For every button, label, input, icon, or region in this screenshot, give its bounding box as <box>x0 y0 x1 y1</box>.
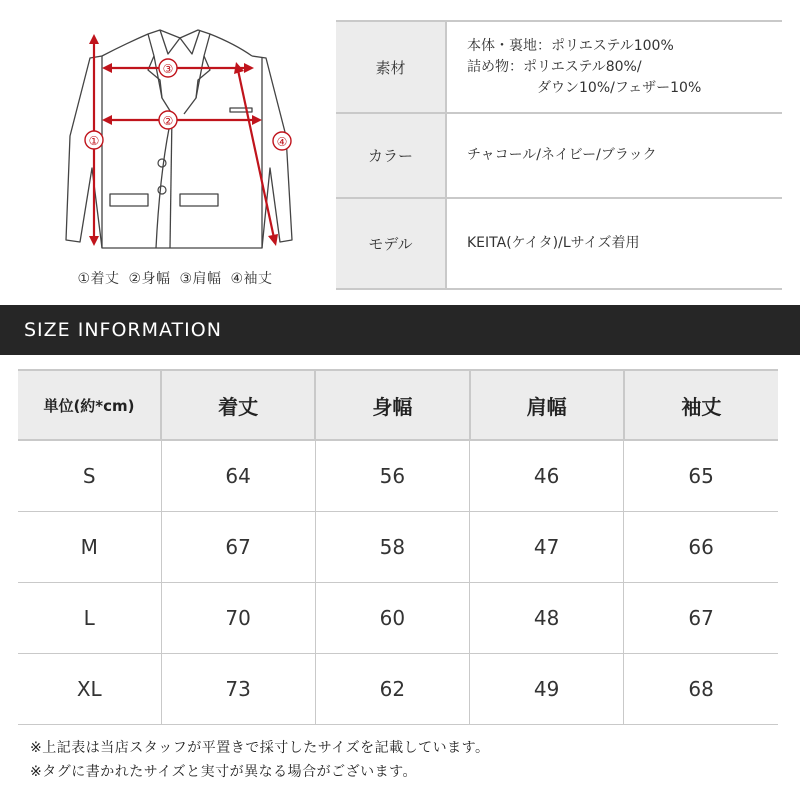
info-label-material: 素材 <box>336 21 446 113</box>
size-table-header-row <box>18 370 778 440</box>
info-row-color <box>336 113 782 198</box>
marker-1: ① <box>88 134 100 148</box>
size-label: XL <box>18 653 161 724</box>
note-1: ※上記表は当店スタッフが平置きで採寸したサイズを記載しています。 <box>30 740 490 756</box>
cell-body-width: 56 <box>315 440 469 511</box>
jacket-diagram <box>30 18 320 258</box>
info-label-model: モデル <box>336 198 446 289</box>
info-value-material <box>446 21 782 113</box>
table-row <box>18 582 778 653</box>
cell-body-width: 62 <box>315 653 469 724</box>
cell-shoulder: 47 <box>470 511 624 582</box>
header-length: 着丈 <box>161 370 315 440</box>
size-table <box>18 369 778 725</box>
size-information-header: SIZE INFORMATION <box>0 305 800 355</box>
jacket-outline-illustration <box>30 18 320 258</box>
cell-length: 67 <box>161 511 315 582</box>
info-row-material <box>336 21 782 113</box>
material-line-1: 本体・裏地：ポリエステル100% <box>467 37 674 54</box>
legend-length: ①着丈 <box>77 271 120 287</box>
note-2: ※タグに書かれたサイズと実寸が異なる場合がございます。 <box>30 764 417 780</box>
cell-sleeve: 66 <box>624 511 778 582</box>
material-line-2: 詰め物：ポリエステル80%/ <box>467 58 642 75</box>
header-body-width: 身幅 <box>315 370 469 440</box>
cell-length: 64 <box>161 440 315 511</box>
cell-shoulder: 46 <box>470 440 624 511</box>
size-label: M <box>18 511 161 582</box>
table-row <box>18 653 778 724</box>
legend-width: ②身幅 <box>128 271 171 287</box>
info-value-color: チャコール/ネイビー/ブラック <box>446 113 782 198</box>
size-label: S <box>18 440 161 511</box>
measurement-legend <box>30 268 320 288</box>
info-row-model <box>336 198 782 289</box>
measurement-notes <box>30 736 490 784</box>
header-shoulder: 肩幅 <box>470 370 624 440</box>
marker-3: ③ <box>162 62 174 76</box>
marker-2: ② <box>162 114 174 128</box>
cell-shoulder: 48 <box>470 582 624 653</box>
cell-sleeve: 67 <box>624 582 778 653</box>
table-row <box>18 440 778 511</box>
cell-sleeve: 68 <box>624 653 778 724</box>
header-sleeve: 袖丈 <box>624 370 778 440</box>
size-label: L <box>18 582 161 653</box>
legend-shoulder: ③肩幅 <box>179 271 222 287</box>
info-value-model: KEITA(ケイタ)/Lサイズ着用 <box>446 198 782 289</box>
cell-length: 73 <box>161 653 315 724</box>
cell-body-width: 58 <box>315 511 469 582</box>
table-row <box>18 511 778 582</box>
cell-length: 70 <box>161 582 315 653</box>
material-line-3: ダウン10%/フェザー10% <box>537 79 702 96</box>
info-label-color: カラー <box>336 113 446 198</box>
cell-sleeve: 65 <box>624 440 778 511</box>
marker-4: ④ <box>276 135 288 149</box>
header-unit: 単位(約*cm) <box>18 370 161 440</box>
product-info-table <box>336 20 782 290</box>
cell-shoulder: 49 <box>470 653 624 724</box>
legend-sleeve: ④袖丈 <box>230 271 273 287</box>
cell-body-width: 60 <box>315 582 469 653</box>
